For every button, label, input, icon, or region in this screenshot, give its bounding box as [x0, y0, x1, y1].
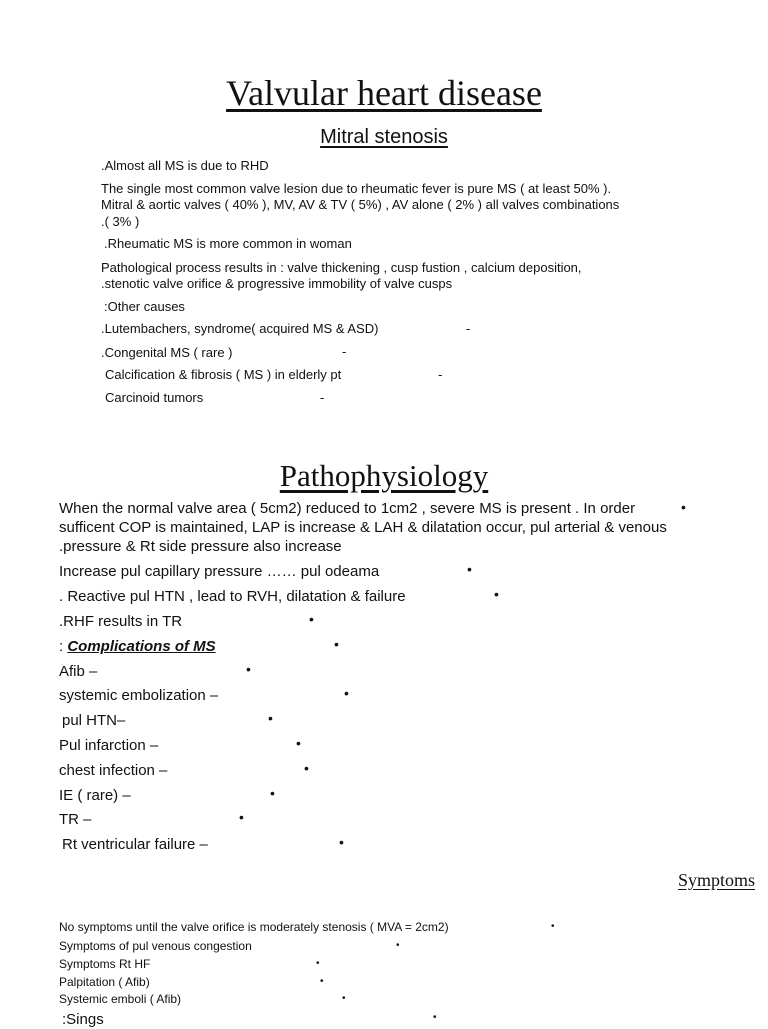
ms-item-2-line3: .( 3% ) — [101, 214, 140, 229]
ms-cause-1: .Lutembachers, syndrome( acquired MS & ASD) — [101, 321, 379, 336]
complication-item: Pul infarction – — [59, 737, 159, 754]
ms-other-causes: :Other causes — [104, 299, 185, 314]
bullet-icon: • — [320, 976, 324, 987]
section-heading-symptoms: Symptoms — [677, 870, 755, 890]
ms-item-2-line1: The single most common valve lesion due to rheumatic fever is pure MS ( at least 50% ). — [101, 181, 612, 196]
bullet-icon: • — [304, 760, 309, 776]
complications-prefix: : — [59, 638, 68, 655]
complication-item: chest infection – — [59, 762, 168, 779]
bullet-icon: • — [467, 561, 472, 577]
patho-para-line3: .pressure & Rt side pressure also increase — [59, 538, 342, 555]
ms-item-4-line2: .stenotic valve orifice & progressive immobility of valve cusps — [101, 276, 453, 291]
patho-para-line2: sufficent COP is maintained, LAP is increase & LAH & dilatation occur, pul arterial & venous — [59, 519, 667, 536]
ms-item-2-line2: Mitral & aortic valves ( 40% ), MV, AV & TV ( 5%) , AV alone ( 2% ) all valves combinations — [101, 197, 620, 212]
complication-item: TR – — [59, 811, 92, 828]
bullet-icon: • — [342, 993, 346, 1004]
ms-cause-1-dash: - — [466, 321, 471, 336]
symptom-item: Symptoms of pul venous congestion — [59, 939, 252, 953]
complication-item: Rt ventricular failure – — [62, 836, 208, 853]
symptom-item: Symptoms Rt HF — [59, 957, 151, 971]
section-heading-pathophysiology: Pathophysiology — [279, 458, 489, 493]
complication-item: systemic embolization – — [59, 687, 219, 704]
patho-item-3: .RHF results in TR — [59, 613, 183, 630]
symptom-item: Palpitation ( Afib) — [59, 975, 150, 989]
section-heading-mitral-stenosis: Mitral stenosis — [320, 126, 448, 148]
bullet-icon: • — [396, 940, 400, 951]
signs-heading: :Sings — [62, 1011, 104, 1028]
bullet-icon: • — [246, 661, 251, 677]
bullet-icon: • — [316, 958, 320, 969]
bullet-icon: • — [270, 785, 275, 801]
ms-cause-2-dash: - — [342, 344, 347, 359]
bullet-icon: • — [239, 809, 244, 825]
complications-heading — [59, 637, 216, 656]
complication-item: pul HTN– — [62, 712, 126, 729]
bullet-icon: • — [551, 921, 555, 932]
ms-item-3: .Rheumatic MS is more common in woman — [104, 236, 352, 251]
bullet-icon: • — [681, 499, 686, 515]
patho-item-2: . Reactive pul HTN , lead to RVH, dilatation & failure — [59, 588, 406, 605]
bullet-icon: • — [433, 1012, 437, 1023]
complication-item: IE ( rare) – — [59, 787, 131, 804]
page-title: Valvular heart disease — [226, 73, 542, 113]
bullet-icon: • — [334, 636, 339, 652]
bullet-icon: • — [296, 735, 301, 751]
ms-cause-4: Carcinoid tumors — [105, 390, 204, 405]
ms-cause-3-dash: - — [438, 367, 443, 382]
ms-item-4-line1: Pathological process results in : valve thickening , cusp fustion , calcium deposition, — [101, 260, 582, 275]
symptom-item: Systemic emboli ( Afib) — [59, 992, 182, 1006]
patho-item-1: Increase pul capillary pressure …… pul odeama — [59, 563, 380, 580]
complications-label: Complications of MS — [67, 638, 216, 655]
ms-cause-3: Calcification & fibrosis ( MS ) in elderly pt — [105, 367, 342, 382]
bullet-icon: • — [268, 710, 273, 726]
complication-item: Afib – — [59, 663, 98, 680]
ms-item-1: .Almost all MS is due to RHD — [101, 158, 269, 173]
symptom-item: No symptoms until the valve orifice is moderately stenosis ( MVA = 2cm2) — [59, 920, 449, 934]
patho-para-line1: When the normal valve area ( 5cm2) reduced to 1cm2 , severe MS is present . In order — [59, 500, 636, 517]
bullet-icon: • — [344, 685, 349, 701]
ms-cause-2: .Congenital MS ( rare ) — [101, 345, 233, 360]
bullet-icon: • — [339, 834, 344, 850]
bullet-icon: • — [494, 586, 499, 602]
ms-cause-4-dash: - — [320, 390, 325, 405]
bullet-icon: • — [309, 611, 314, 627]
